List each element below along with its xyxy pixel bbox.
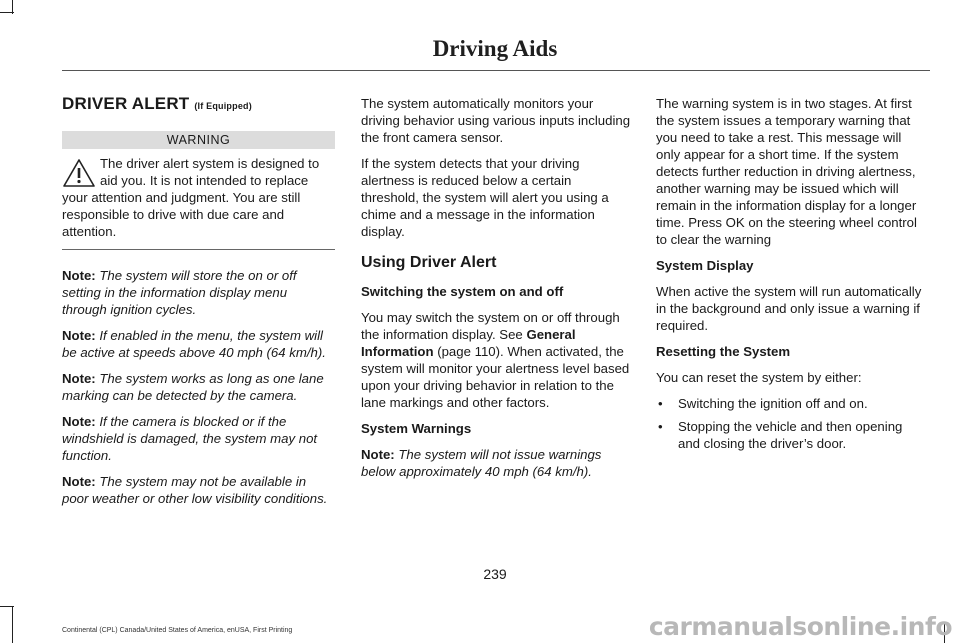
publication-footer: Continental (CPL) Canada/United States of America, enUSA, First Printing xyxy=(62,627,293,634)
note-label: Note: xyxy=(62,268,96,283)
section-title-text: DRIVER ALERT xyxy=(62,94,190,113)
note-warnings xyxy=(361,446,631,480)
paragraph: When active the system will run automatically in the background and only issue a warning if required. xyxy=(656,284,922,333)
note-text: If the camera is blocked or if the windshield is damaged, the system may not function. xyxy=(62,414,318,463)
heading-resetting: Resetting the System xyxy=(656,344,791,359)
note-label: Note: xyxy=(361,447,395,462)
section-title xyxy=(62,95,335,115)
note-text: The system works as long as one lane marking can be detected by the camera. xyxy=(62,371,324,403)
note-3 xyxy=(62,370,335,404)
note-label: Note: xyxy=(62,371,96,386)
heading-system-warnings: System Warnings xyxy=(361,421,472,436)
note-1 xyxy=(62,267,335,318)
crop-mark-top-left-h xyxy=(0,12,14,13)
paragraph-text: You may switch the system on or off through the information display. See xyxy=(361,310,620,342)
paragraph: If the system detects that your driving alertness is reduced below a certain threshold, the system will alert you using a chime and a message in the information display. xyxy=(361,156,609,239)
warning-text: The driver alert system is designed to aid you. It is not intended to replace your attention and judgment. You are still responsible to drive with due care and attention. xyxy=(62,156,320,239)
warning-triangle-icon xyxy=(62,158,96,188)
heading-switching: Switching the system on and off xyxy=(361,284,564,299)
paragraph-switching xyxy=(361,309,631,411)
subsection-title: Using Driver Alert xyxy=(361,254,497,271)
paragraph: The warning system is in two stages. At first the system issues a temporary warning that you need to take a rest. This message will only appear for a short time. If the system detects further reduction in driving alertness, another warning may be issued which will remain in the information display for a longer time. Press OK on the steering wheel control to clear the warning xyxy=(656,96,917,247)
note-label: Note: xyxy=(62,328,96,343)
heading-system-display: System Display xyxy=(656,258,754,273)
warning-label: WARNING xyxy=(62,131,335,149)
column-middle xyxy=(361,95,631,489)
note-4 xyxy=(62,413,335,464)
watermark: carmanualsonline.info xyxy=(648,612,952,641)
paragraph: The system automatically monitors your driving behavior using various inputs including the front camera sensor. xyxy=(361,96,631,145)
note-text: The system will store the on or off setting in the information display menu through ignition cycles. xyxy=(62,268,297,317)
crop-mark-bottom-left-h xyxy=(0,606,14,607)
header-rule xyxy=(62,70,930,71)
note-label: Note: xyxy=(62,474,96,489)
paragraph: You can reset the system by either: xyxy=(656,370,862,385)
list-item: • Stopping the vehicle and then opening and closing the driver’s door. xyxy=(656,418,928,452)
section-title-equipped: (If Equipped) xyxy=(194,101,252,111)
note-2 xyxy=(62,327,335,361)
general-information-link[interactable]: General Information xyxy=(361,327,576,359)
page-header-title: Driving Aids xyxy=(432,36,558,61)
warning-text-block xyxy=(62,155,335,240)
list-item: • Switching the ignition off and on. xyxy=(656,395,928,412)
column-left xyxy=(62,95,335,516)
warning-divider xyxy=(62,249,335,250)
note-text: The system will not issue warnings below approximately 40 mph (64 km/h). xyxy=(361,447,602,479)
crop-mark-bottom-left-v xyxy=(12,606,13,643)
note-text: The system may not be available in poor weather or other low visibility conditions. xyxy=(62,474,328,506)
paragraph-text: (page 110). When activated, the system will monitor your alertness level based upon your driving behavior in relation to the lane markings and other factors. xyxy=(361,344,630,410)
note-label: Note: xyxy=(62,414,96,429)
note-5 xyxy=(62,473,335,507)
column-right xyxy=(656,95,928,458)
page-number: 239 xyxy=(483,566,507,582)
note-text: If enabled in the menu, the system will be active at speeds above 40 mph (64 km/h). xyxy=(62,328,326,360)
reset-options-list xyxy=(656,395,928,452)
